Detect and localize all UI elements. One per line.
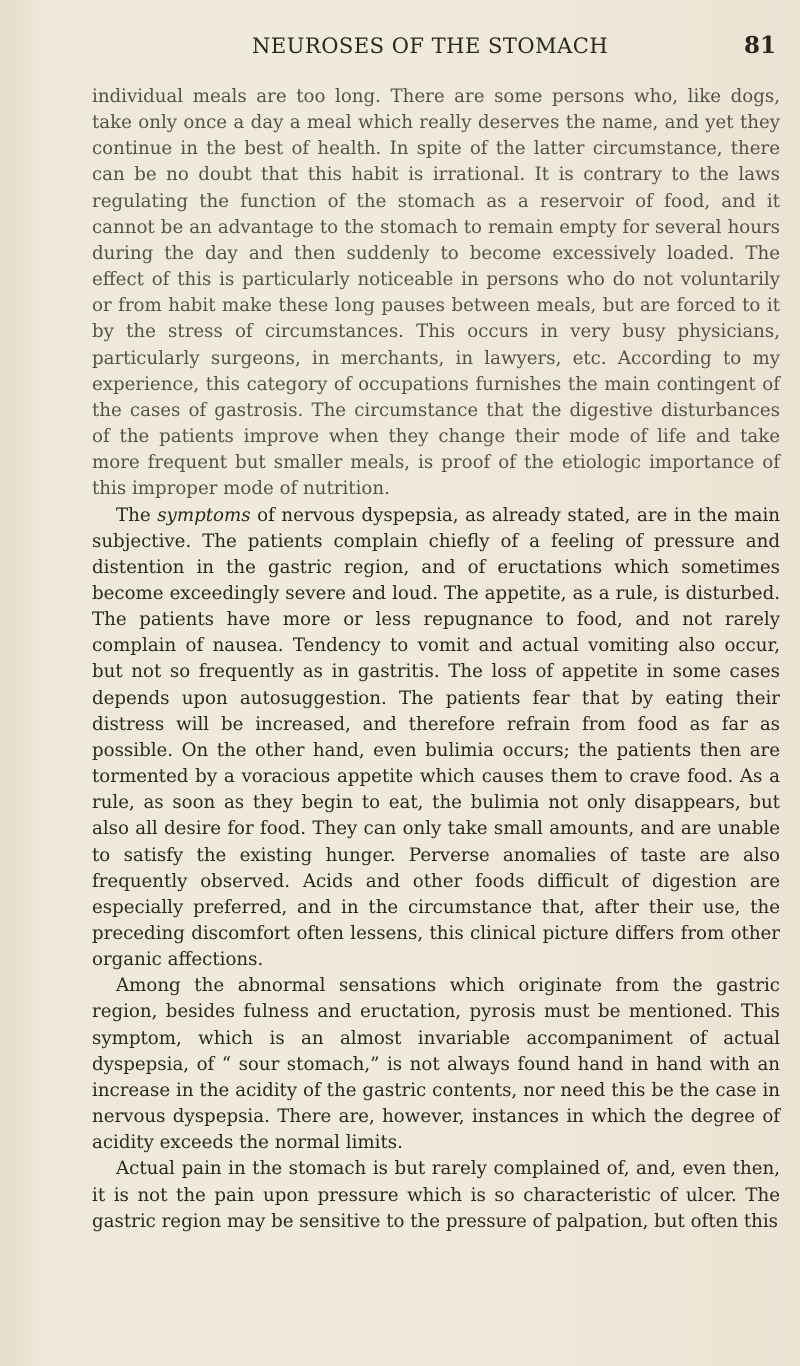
paragraph-lead: The (116, 504, 158, 526)
page-number: 81 (743, 32, 776, 59)
emphasis-symptoms: symptoms (157, 504, 251, 526)
paragraph-pain: Actual pain in the stomach is but rarely complained of, and, even then, it is not the pain upon pressure which is so characteristic of ulcer. The gastric region may be sensitive to the pressure of palpation, but often this (92, 1158, 780, 1232)
paragraph-pyrosis: Among the abnormal sensations which originate from the gastric region, besides fulness and eructation, pyrosis must be mentioned. This symptom, which is an almost invariable accompaniment of actual dyspepsia, of “ sour stomach,” is not always found hand in hand with an increase in the acidity of the gastric contents, nor need this be the case in nervous dyspepsia. There are, however, instances in which the degree of acidity exceeds the normal limits. (92, 975, 780, 1154)
paragraph-symptoms (92, 503, 780, 974)
body-text (92, 84, 780, 1235)
paragraph-symptoms-text: of nervous dyspepsia, as already stated, are in the main subjective. The patients complain chiefly of a feeling of pressure and distention in the gastric region, and of eructations which sometimes become exceedingly severe and loud. The appetite, as a rule, is disturbed. The patients have more or less repugnance to food, and not rarely complain of nausea. Tendency to vomit and actual vomiting also occur, but not so frequently as in gastritis. The loss of appetite in some cases depends upon autosuggestion. The patients fear that by eating their distress will be increased, and therefore refrain from food as far as possible. On the other hand, even bulimia occurs; the patients then are tormented by a voracious appetite which causes them to crave food. As a rule, as soon as they begin to eat, the bulimia not only disappears, but also all desire for food. They can only take small amounts, and are unable to satisfy the existing hunger. Perverse anomalies of taste are also frequently observed. Acids and other foods difficult of digestion are especially preferred, and in the circumstance that, after their use, the preceding discomfort often lessens, this clinical picture differs from other organic affections. (92, 504, 780, 971)
paragraph-meal-habits: individual meals are too long. There are some persons who, like dogs, take only once a day a meal which really deserves the name, and yet they continue in the best of health. In spite of the latter circumstance, there can be no doubt that this habit is irrational. It is contrary to the laws regulating the function of the stomach as a reservoir of food, and it cannot be an advantage to the stomach to remain empty for several hours during the day and then suddenly to become excessively loaded. The effect of this is particularly noticeable in persons who do not voluntarily or from habit make these long pauses between meals, but are forced to it by the stress of circumstances. This occurs in very busy physicians, particularly surgeons, in merchants, in lawyers, etc. According to my experience, this category of occupations furnishes the main contingent of the cases of gastrosis. The circumstance that the digestive disturbances of the patients improve when they change their mode of life and take more frequent but smaller meals, is proof of the etiologic importance of this improper mode of nutrition. (92, 86, 780, 500)
running-head: NEUROSES OF THE STOMACH (252, 34, 609, 58)
page-header (92, 34, 782, 66)
